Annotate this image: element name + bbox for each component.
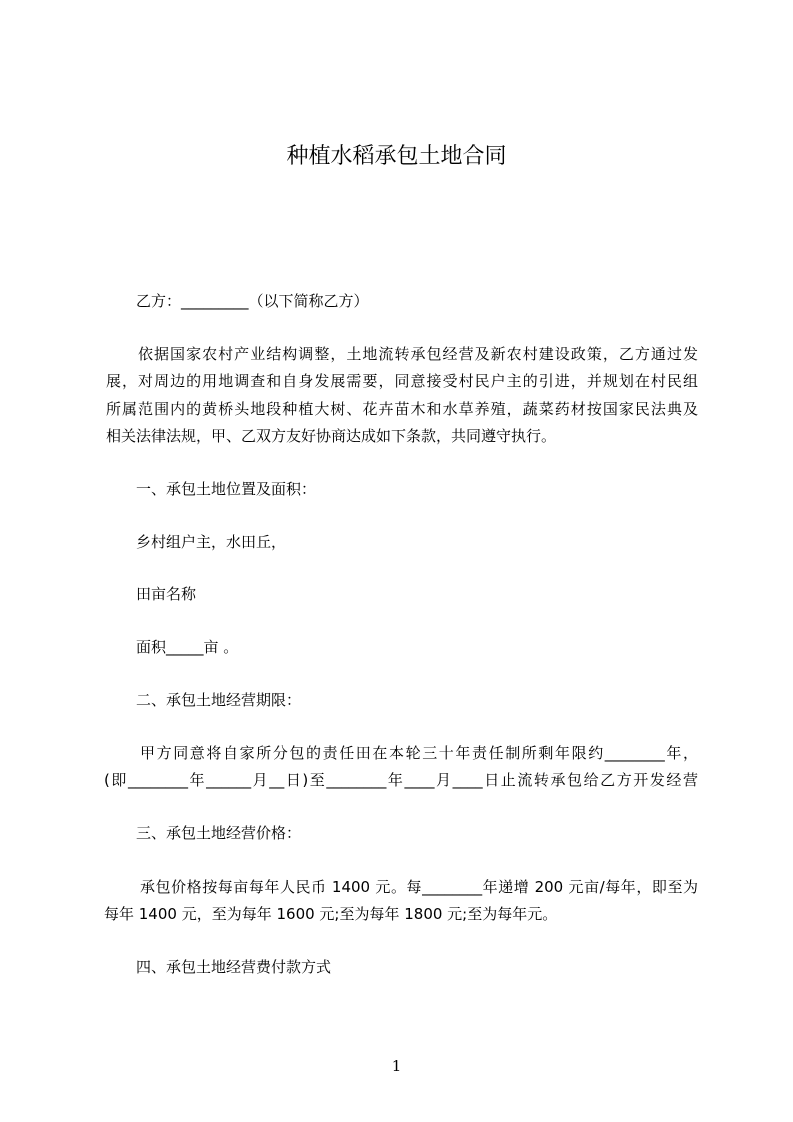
page-number: 1 xyxy=(391,1057,402,1075)
section4-heading: 四、承包土地经营费付款方式 xyxy=(136,958,332,976)
section1-area: 面积_____亩 。 xyxy=(136,638,239,656)
section3-line-2: 每年 1400 元，至为每年 1600 元;至为每年 1800 元;至为每年元。 xyxy=(104,905,558,923)
section1-heading: 一、承包土地位置及面积： xyxy=(136,480,317,498)
preamble-line-1: 依据国家农村产业结构调整，土地流转承包经营及新农村建设政策，乙方通过发 xyxy=(138,345,698,363)
section3-heading: 三、承包土地经营价格： xyxy=(136,824,302,842)
document-title: 种植水稻承包土地合同 xyxy=(286,144,507,169)
section1-field-name: 田亩名称 xyxy=(136,585,197,603)
section2-heading: 二、承包土地经营期限： xyxy=(136,691,302,709)
preamble-line-3: 所属范围内的黄桥头地段种植大树、花卉苗木和水草养殖，蔬菜药材按国家民法典及 xyxy=(106,400,698,418)
section1-location: 乡村组户主，水田丘， xyxy=(136,533,287,551)
party-b-line: 乙方：_________（以下简称乙方） xyxy=(136,292,369,310)
section2-line-2: (即________年______月__日)至________年____月____日止流转承包给乙方开发经营 xyxy=(104,771,698,789)
preamble-line-4: 相关法律法规，甲、乙双方友好协商达成如下条款，共同遵守执行。 xyxy=(106,427,557,445)
preamble-line-2: 展，对周边的用地调查和自身发展需要，同意接受村民户主的引进，并规划在村民组 xyxy=(106,372,698,390)
section3-line-1: 承包价格按每亩每年人民币 1400 元。每________年递增 200 元亩/每年，即至为 xyxy=(140,878,698,896)
section2-line-1: 甲方同意将自家所分包的责任田在本轮三十年责任制所剩年限约________年， xyxy=(140,744,698,762)
